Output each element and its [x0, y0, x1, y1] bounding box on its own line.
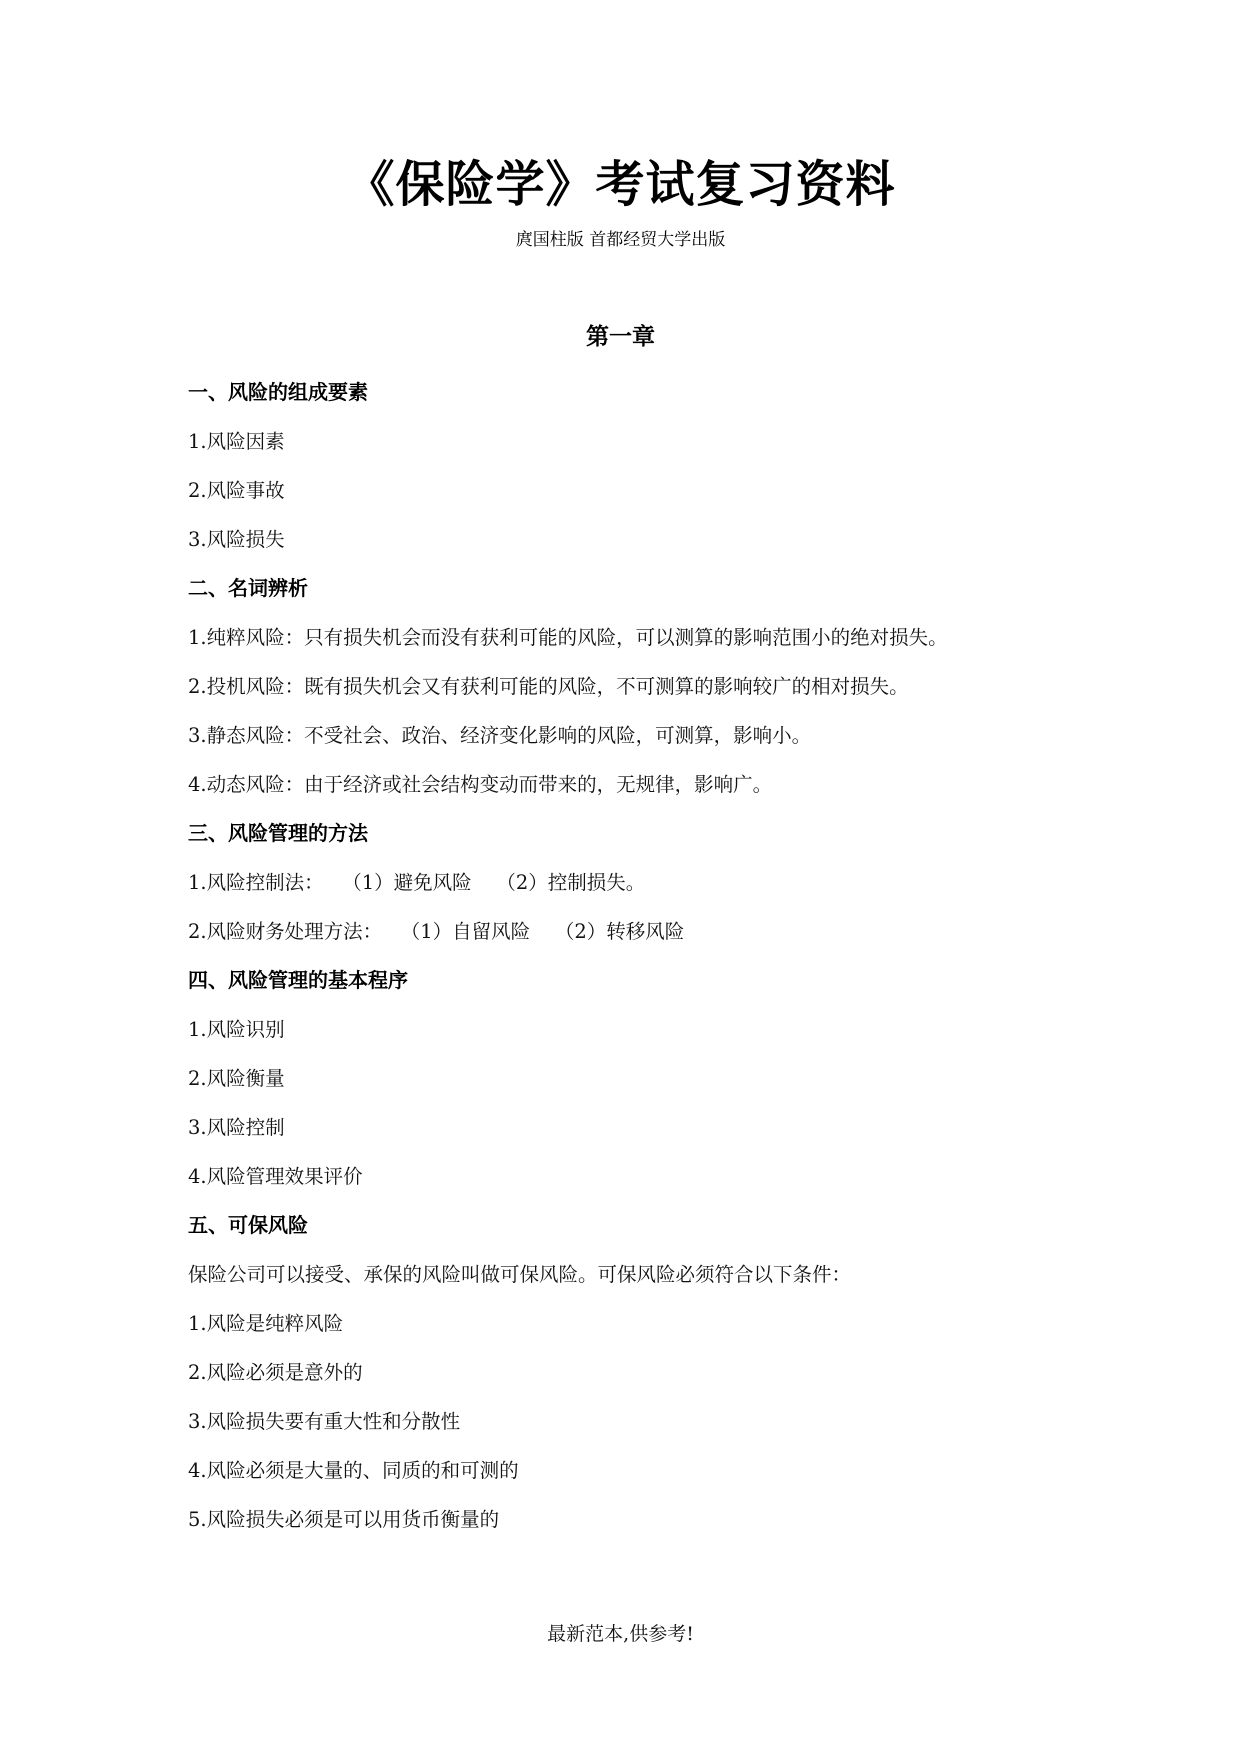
list-item: 1.风险识别 — [188, 1018, 285, 1041]
list-item: 3.静态风险：不受社会、政治、经济变化影响的风险，可测算，影响小。 — [188, 724, 812, 747]
page-footer: 最新范本,供参考! — [547, 1623, 694, 1645]
section-heading: 四、风险管理的基本程序 — [188, 968, 408, 992]
list-item: 3.风险损失 — [188, 528, 285, 551]
list-item: 1.纯粹风险：只有损失机会而没有获利可能的风险，可以测算的影响范围小的绝对损失。 — [188, 626, 948, 649]
list-item: 1.风险因素 — [188, 430, 285, 453]
document-body — [188, 368, 1088, 1544]
paragraph: 保险公司可以接受、承保的风险叫做可保风险。可保风险必须符合以下条件： — [188, 1263, 852, 1286]
list-item: 3.风险控制 — [188, 1116, 285, 1139]
document-title: 《保险学》考试复习资料 — [345, 156, 896, 213]
chapter-title: 第一章 — [586, 324, 655, 350]
list-item: 2.风险必须是意外的 — [188, 1361, 363, 1384]
list-item: 2.风险财务处理方法： （1）自留风险 （2）转移风险 — [188, 920, 685, 943]
section-heading: 一、风险的组成要素 — [188, 380, 368, 404]
section-heading: 五、可保风险 — [188, 1213, 308, 1237]
list-item: 2.风险事故 — [188, 479, 285, 502]
section-heading: 三、风险管理的方法 — [188, 821, 368, 845]
list-item: 2.投机风险：既有损失机会又有获利可能的风险，不可测算的影响较广的相对损失。 — [188, 675, 909, 698]
list-item: 5.风险损失必须是可以用货币衡量的 — [188, 1508, 500, 1531]
list-item: 4.风险管理效果评价 — [188, 1165, 363, 1188]
list-item: 3.风险损失要有重大性和分散性 — [188, 1410, 461, 1433]
document-subtitle: 庹国柱版 首都经贸大学出版 — [515, 230, 726, 250]
list-item: 4.风险必须是大量的、同质的和可测的 — [188, 1459, 519, 1482]
list-item: 2.风险衡量 — [188, 1067, 285, 1090]
section-heading: 二、名词辨析 — [188, 576, 308, 600]
list-item: 1.风险是纯粹风险 — [188, 1312, 344, 1335]
list-item: 1.风险控制法： （1）避免风险 （2）控制损失。 — [188, 871, 646, 894]
list-item: 4.动态风险：由于经济或社会结构变动而带来的，无规律，影响广。 — [188, 773, 773, 796]
